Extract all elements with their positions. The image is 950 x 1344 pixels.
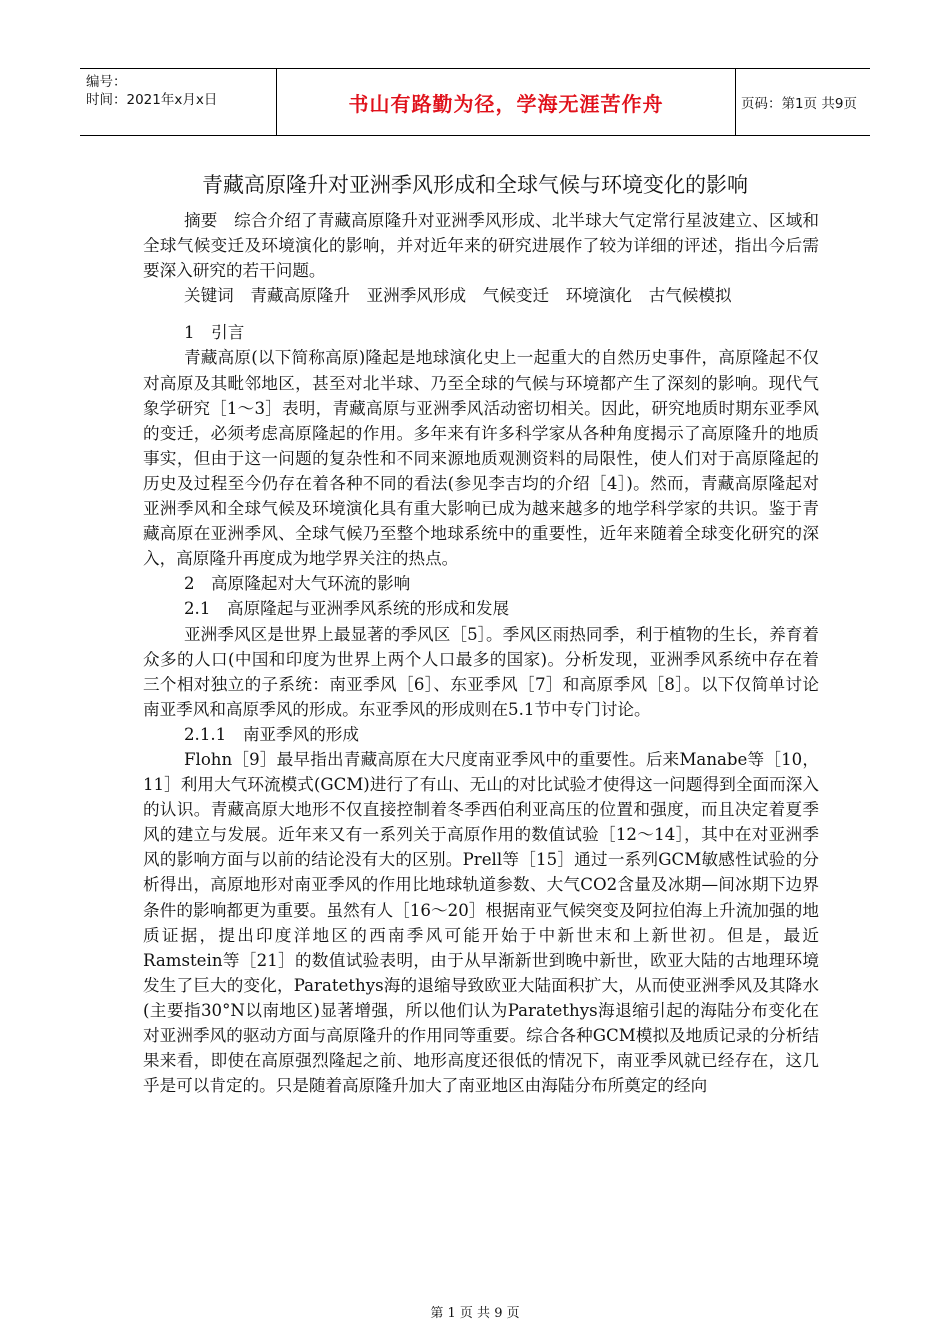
document-title: 青藏高原隆升对亚洲季风形成和全球气候与环境变化的影响 bbox=[202, 173, 748, 197]
section-2-1-1-body: Flohn［9］最早指出青藏高原在大尺度南亚季风中的重要性。后来Manabe等［10，11］利用大气环流模式(GCM)进行了有山、无山的对比试验才使得这一问题得到全面而深入的认识。青藏高原大地形不仅直接控制着冬季西伯利亚高压的位置和强度，而且决定着夏季风的建立与发展。近年来又有一系列关于高原作用的数值试验［12～14］，其中在对亚洲季风的影响方面与以前的结论没有大的区别。Prell等［15］通过一系列GCM敏感性试验的分析得出，高原地形对南亚季风的作用比地球轨道参数、大气CO2含量及冰期—间冰期下边界条件的影响都更为重要。虽然有人［16～20］根据南亚气候突变及阿拉伯海上升流加强的地质证据，提出印度洋地区的西南季风可能开始于中新世末和上新世初。但是，最近Ramstein等［21］的数值试验表明，由于从早渐新世到晚中新世，欧亚大陆的古地理环境发生了巨大的变化，Paratethys海的退缩导致欧亚大陆面积扩大，从而使亚洲季风及其降水(主要指30°N以南地区)显著增强，所以他们认为Paratethys海退缩引起的海陆分布变化在对亚洲季风的驱动方面与高原隆升的作用同等重要。综合各种GCM模拟及地质记录的分析结果来看，即使在高原强烈隆起之前、地形高度还很低的情况下，南亚季风就已经存在，这几乎是可以肯定的。只是随着高原隆升加大了南亚地区由海陆分布所奠定的经向 bbox=[143, 749, 819, 1096]
keywords-paragraph: 关键词 青藏高原隆升 亚洲季风形成 气候变迁 环境演化 古气候模拟 bbox=[184, 286, 732, 306]
header-page-number: 页码：第1页 共9页 bbox=[741, 96, 857, 112]
section-2-1-heading: 2.1 高原隆起与亚洲季风系统的形成和发展 bbox=[184, 599, 510, 619]
section-2-1-body: 亚洲季风区是世界上最显著的季风区［5］。季风区雨热同季，利于植物的生长，养育着众多的人口(中国和印度为世界上两个人口最多的国家)。分析发现，亚洲季风系统中存在着三个相对独立的子系统：南亚季风［6］、东亚季风［7］和高原季风［8］。以下仅简单讨论南亚季风和高原季风的形成。东亚季风的形成则在5.1节中专门讨论。 bbox=[143, 624, 819, 719]
header-motto: 书山有路勤为径，学海无涯苦作舟 bbox=[277, 69, 736, 135]
page-footer: 第 1 页 共 9 页 bbox=[430, 1306, 520, 1321]
section-2-1-1-heading: 2.1.1 南亚季风的形成 bbox=[184, 724, 359, 744]
abstract-paragraph: 摘要 综合介绍了青藏高原隆升对亚洲季风形成、北半球大气定常行星波建立、区域和全球气候变迁及环境演化的影响，并对近年来的研究进展作了较为详细的评述，指出今后需要深入研究的若干问题。 bbox=[143, 211, 819, 281]
section-1-heading: 1 引言 bbox=[184, 323, 245, 343]
spacer bbox=[143, 308, 819, 320]
page-header bbox=[80, 68, 870, 136]
header-time: 时间：2021年x月x日 bbox=[86, 92, 218, 108]
document-body bbox=[143, 208, 819, 1098]
section-2-heading: 2 高原隆起对大气环流的影响 bbox=[184, 574, 411, 594]
header-number: 编号： bbox=[86, 74, 127, 90]
header-meta bbox=[80, 69, 277, 135]
section-1-body: 青藏高原(以下简称高原)隆起是地球演化史上一起重大的自然历史事件，高原隆起不仅对高原及其毗邻地区，甚至对北半球、乃至全球的气候与环境都产生了深刻的影响。现代气象学研究［1～3］表明，青藏高原与亚洲季风活动密切相关。因此，研究地质时期东亚季风的变迁，必须考虑高原隆起的作用。多年来有许多科学家从各种角度揭示了高原隆升的地质事实，但由于这一问题的复杂性和不同来源地质观测资料的局限性，使人们对于高原隆起的历史及过程至今仍存在着各种不同的看法(参见李吉均的介绍［4］)。然而，青藏高原隆起对亚洲季风和全球气候及环境演化具有重大影响已成为越来越多的地学科学家的共识。鉴于青藏高原在亚洲季风、全球气候乃至整个地球系统中的重要性，近年来随着全球变化研究的深入，高原隆升再度成为地学界关注的热点。 bbox=[143, 348, 819, 569]
